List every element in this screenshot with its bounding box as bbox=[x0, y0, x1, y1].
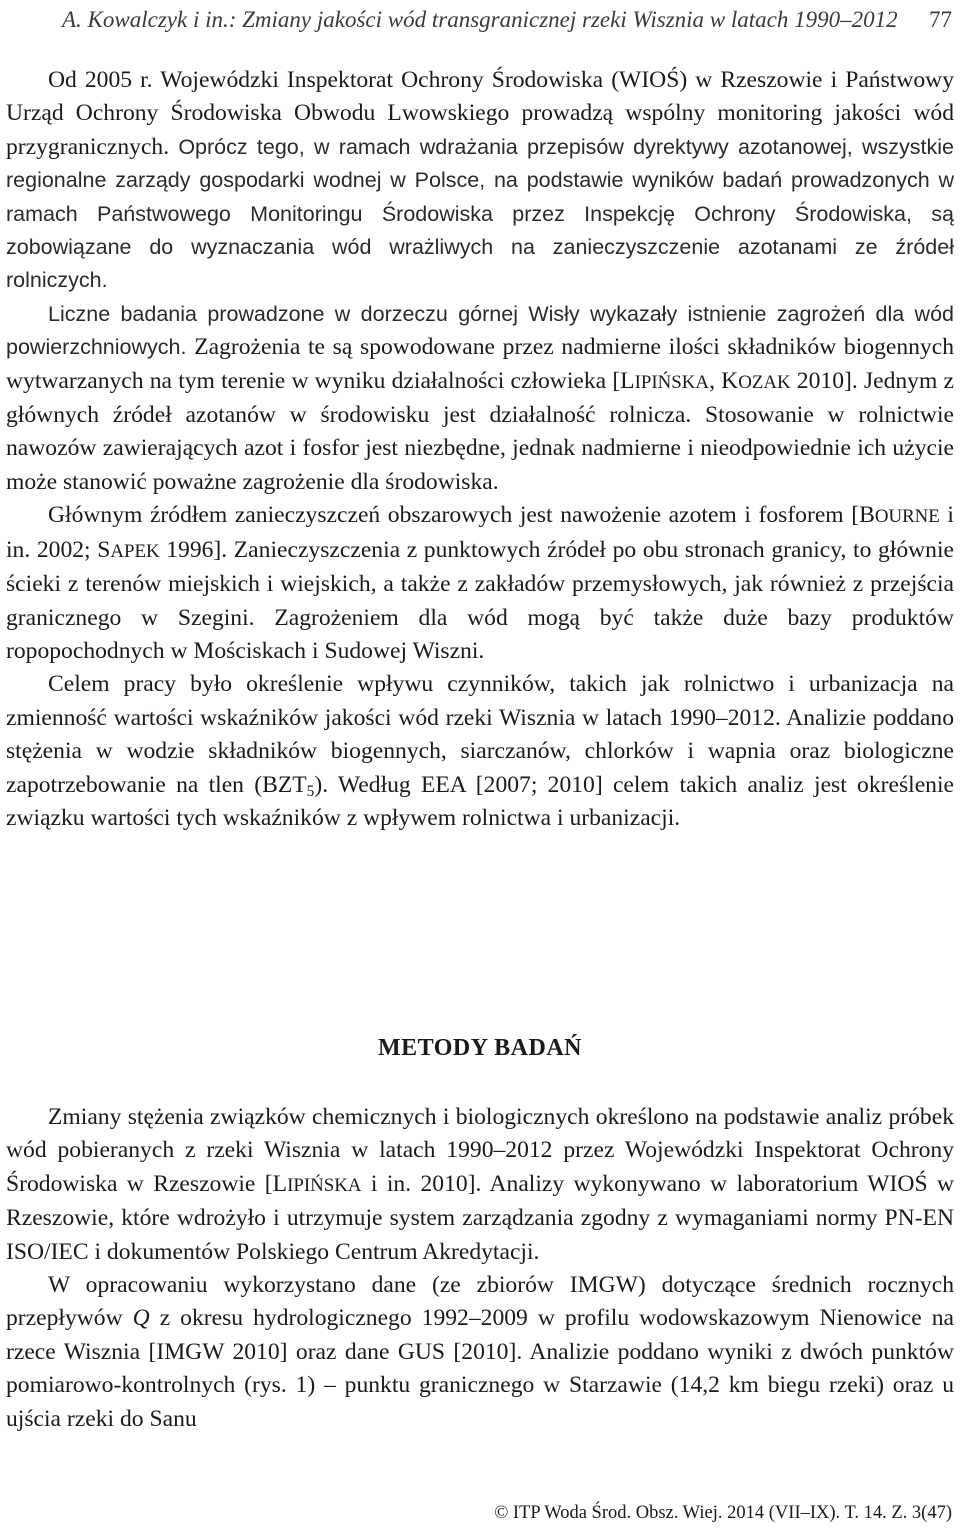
methods-paragraph-2 bbox=[6, 1269, 954, 1436]
paragraph-2-part-b: Zagrożenia te są spowodowane przez nadmierne ilości składników biogennych wytwarzanych na tym terenie w wyniku działalności człowieka [L bbox=[6, 334, 955, 394]
methods-paragraph-2-part-a2: z okresu hydrologicznego 1992–2009 w profilu wodowskazowym Nienowice na rzece Wisznia [IMGW 2010] oraz dane GUS [2010]. Analizie poddano wyniki z dwóch punktów pomiarowo-kontrolnych (rys. 1) – punktu granicznego w Starzawie (14,2 km biegu rzeki) oraz u ujścia rzeki do Sanu bbox=[6, 1305, 954, 1432]
paragraph-4 bbox=[6, 668, 954, 835]
flow-symbol: Q bbox=[132, 1305, 150, 1332]
methods-paragraph-1-part-a2: i in. 2010]. Analizy wykonywano w laboratorium WIOŚ w Rzeszowie, które wdrożyło i utrzymuje system zarządzania zgodny z wymaganiami normy PN-EN ISO/IEC i dokumentów Polskiego Centrum Akredytacji. bbox=[6, 1170, 954, 1265]
paragraph-2-part-b3: 2010]. Jednym z głównych źródeł azotanów w środowisku jest działalność rolnicza. Stosowanie w rolnictwie nawozów zawierających azot i fosfor jest niezbędne, jednak nadmierne i nieodpowiednie ich użycie może stanowić poważne zagrożenie dla środowiska. bbox=[6, 367, 954, 495]
paragraph-2-part-a: Liczne badania prowadzone w dorzeczu górnej Wisły wykazały istnienie zagrożeń dla wód powierzchniowych. bbox=[6, 301, 954, 360]
section-heading: METODY BADAŃ bbox=[377, 1035, 582, 1061]
paragraph-2 bbox=[6, 298, 954, 499]
citation-small-caps: OZAK bbox=[738, 371, 791, 393]
methods-paragraph-1 bbox=[6, 1101, 954, 1269]
methods-paragraph-2-part-a: W opracowaniu wykorzystano dane (ze zbiorów IMGW) dotyczące średnich rocznych przepływów bbox=[6, 1272, 954, 1332]
paragraph-1 bbox=[6, 64, 954, 298]
running-header bbox=[62, 2, 952, 38]
paragraph-3-part-a2: i in. 2002; S bbox=[6, 502, 954, 563]
paragraph-2-part-b2: , K bbox=[709, 367, 739, 394]
citation-small-caps: IPIŃSKA bbox=[634, 371, 710, 393]
citation-small-caps: APEK bbox=[110, 540, 160, 562]
methods-paragraph-1-part-a: Zmiany stężenia związków chemicznych i biologicznych określono na podstawie analiz próbek wód pobieranych z rzeki Wisznia w latach 1990–2012 przez Wojewódzki Inspektorat Ochrony Środowiska w Rzeszowie [L bbox=[6, 1104, 954, 1197]
paragraph-4-part-a2: ). Według EEA [2007; 2010] celem takich analiz jest określenie związku wartości tych wskaźników z wpływem rolnictwa i urbanizacji. bbox=[6, 771, 954, 831]
paragraph-1-part-b: Oprócz tego, w ramach wdrażania przepisów dyrektywy azotanowej, wszystkie regionalne zarządy gospodarki wodnej w Polsce, na podstawie wyników badań prowadzonych w ramach Państwowego Monitoringu Środowiska przez Inspekcję Ochrony Środowiska, są zobowiązane do wyznaczania wód wrażliwych na zanieczyszczenie azotanami ze źródeł rolniczych. bbox=[6, 134, 954, 293]
paragraph-3-part-a: Głównym źródłem zanieczyszczeń obszarowych jest nawożenie azotem i fosforem [B bbox=[48, 502, 875, 529]
citation-small-caps: OURNE bbox=[874, 506, 940, 528]
introduction-text bbox=[6, 64, 954, 835]
journal-footer: © ITP Woda Środ. Obsz. Wiej. 2014 (VII–IX). T. 14. Z. 3(47) bbox=[494, 1503, 952, 1523]
paragraph-4-part-a: Celem pracy było określenie wpływu czynników, takich jak rolnictwo i urbanizacja na zmienność wartości wskaźników jakości wód rzeki Wisznia w latach 1990–2012. Analizie poddano stężenia w wodzie składników biogennych, siarczanów, chlorków i wapnia oraz biologiczne zapotrzebowanie na tlen (BZT bbox=[6, 671, 954, 798]
citation-small-caps: IPIŃSKA bbox=[287, 1174, 362, 1196]
paragraph-3 bbox=[6, 499, 954, 668]
running-title: A. Kowalczyk i in.: Zmiany jakości wód transgranicznej rzeki Wisznia w latach 1990–2012 bbox=[62, 7, 898, 32]
paragraph-1-part-a: Od 2005 r. Wojewódzki Inspektorat Ochrony Środowiska (WIOŚ) w Rzeszowie i Państwowy Urząd Ochrony Środowiska Obwodu Lwowskiego prowadzą wspólny monitoring jakości wód przygranicznych. bbox=[6, 67, 954, 160]
page-number: 77 bbox=[929, 7, 952, 32]
subscript-5: 5 bbox=[306, 782, 315, 800]
paragraph-3-part-a3: 1996]. Zanieczyszczenia z punktowych źródeł po obu stronach granicy, to głównie ścieki z terenów miejskich i wiejskich, a także z zakładów przemysłowych, jak również z przejścia granicznego w Szegini. Zagrożeniem dla wód mogą być także duże bazy produktów ropopochodnych w Mościskach i Sudowej Wiszni. bbox=[6, 536, 954, 664]
methods-text bbox=[6, 1101, 954, 1436]
